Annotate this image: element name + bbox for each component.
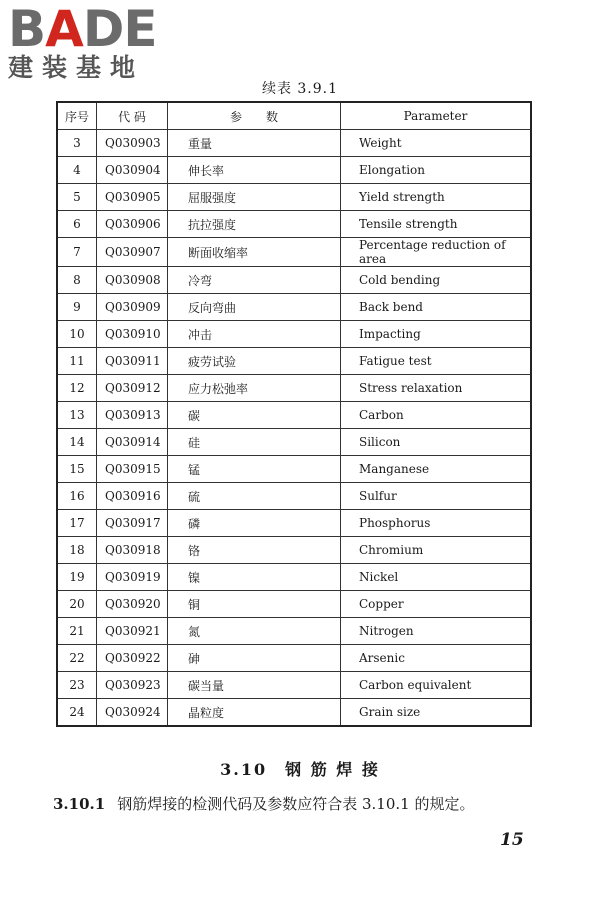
header-no: 序号 (57, 102, 97, 130)
table-row (57, 375, 531, 402)
cell-parameter-en: Chromium (341, 537, 532, 564)
cell-parameter-en: Manganese (341, 456, 532, 483)
cell-no: 4 (57, 157, 97, 184)
cell-parameter-en: Weight (341, 130, 532, 157)
table-row (57, 564, 531, 591)
cell-parameter-en: Back bend (341, 294, 532, 321)
logo (8, 0, 178, 82)
cell-parameter-en: Cold bending (341, 267, 532, 294)
cell-parameter-en: Nitrogen (341, 618, 532, 645)
table-title: 续表 3.9.1 (261, 81, 339, 97)
cell-parameter-cn: 碳当量 (168, 672, 341, 699)
cell-parameter-cn: 断面收缩率 (168, 238, 341, 267)
cell-code: Q030908 (97, 267, 168, 294)
cell-code: Q030903 (97, 130, 168, 157)
clause (53, 793, 474, 814)
cell-no: 10 (57, 321, 97, 348)
cell-no: 12 (57, 375, 97, 402)
cell-code: Q030907 (97, 238, 168, 267)
cell-code: Q030905 (97, 184, 168, 211)
table-row (57, 591, 531, 618)
cell-parameter-cn: 铬 (168, 537, 341, 564)
cell-parameter-en: Grain size (341, 699, 532, 727)
cell-code: Q030912 (97, 375, 168, 402)
parameter-table (56, 101, 532, 727)
cell-no: 14 (57, 429, 97, 456)
cell-parameter-cn: 重量 (168, 130, 341, 157)
table-row (57, 184, 531, 211)
logo-letter-b: B (8, 0, 46, 58)
cell-code: Q030918 (97, 537, 168, 564)
table-row (57, 699, 531, 727)
table-row (57, 294, 531, 321)
cell-parameter-en: Fatigue test (341, 348, 532, 375)
cell-code: Q030916 (97, 483, 168, 510)
header-parameter-en: Parameter (341, 102, 532, 130)
table-row (57, 672, 531, 699)
cell-code: Q030915 (97, 456, 168, 483)
cell-no: 13 (57, 402, 97, 429)
cell-no: 19 (57, 564, 97, 591)
cell-no: 20 (57, 591, 97, 618)
cell-code: Q030914 (97, 429, 168, 456)
cell-code: Q030920 (97, 591, 168, 618)
section-title: 3.10 钢 筋 焊 接 (220, 760, 380, 779)
logo-wordmark (8, 0, 178, 58)
table-row (57, 157, 531, 184)
cell-no: 15 (57, 456, 97, 483)
cell-parameter-cn: 硫 (168, 483, 341, 510)
cell-parameter-en: Silicon (341, 429, 532, 456)
cell-code: Q030924 (97, 699, 168, 727)
table-row (57, 211, 531, 238)
cell-no: 7 (57, 238, 97, 267)
table-row (57, 402, 531, 429)
cell-parameter-cn: 屈服强度 (168, 184, 341, 211)
cell-parameter-cn: 反向弯曲 (168, 294, 341, 321)
cell-parameter-cn: 冲击 (168, 321, 341, 348)
logo-letters-de: DE (82, 0, 157, 58)
cell-code: Q030906 (97, 211, 168, 238)
cell-code: Q030921 (97, 618, 168, 645)
cell-parameter-cn: 铜 (168, 591, 341, 618)
cell-no: 16 (57, 483, 97, 510)
cell-parameter-en: Phosphorus (341, 510, 532, 537)
table-row (57, 321, 531, 348)
logo-subtitle: 建装基地 (8, 53, 145, 82)
header-code: 代 码 (97, 102, 168, 130)
cell-parameter-cn: 冷弯 (168, 267, 341, 294)
cell-parameter-en: Yield strength (341, 184, 532, 211)
cell-no: 3 (57, 130, 97, 157)
cell-no: 9 (57, 294, 97, 321)
cell-code: Q030911 (97, 348, 168, 375)
table-row (57, 267, 531, 294)
table-row (57, 238, 531, 267)
header-parameter-cn: 参 数 (168, 102, 341, 130)
page-number: 15 (500, 830, 524, 850)
cell-parameter-cn: 氮 (168, 618, 341, 645)
cell-parameter-en: Stress relaxation (341, 375, 532, 402)
table-row (57, 429, 531, 456)
table-header-row (57, 102, 531, 130)
cell-parameter-cn: 硅 (168, 429, 341, 456)
cell-parameter-cn: 磷 (168, 510, 341, 537)
table-row (57, 510, 531, 537)
cell-parameter-cn: 锰 (168, 456, 341, 483)
cell-no: 8 (57, 267, 97, 294)
cell-no: 23 (57, 672, 97, 699)
table-row (57, 456, 531, 483)
clause-text: 钢筋焊接的检测代码及参数应符合表 3.10.1 的规定。 (117, 795, 475, 813)
cell-parameter-cn: 晶粒度 (168, 699, 341, 727)
table-row (57, 130, 531, 157)
cell-no: 18 (57, 537, 97, 564)
cell-code: Q030909 (97, 294, 168, 321)
cell-parameter-cn: 应力松弛率 (168, 375, 341, 402)
table-row (57, 348, 531, 375)
table-body (57, 130, 531, 727)
table-row (57, 537, 531, 564)
cell-parameter-cn: 伸长率 (168, 157, 341, 184)
cell-parameter-en: Elongation (341, 157, 532, 184)
logo-letter-a: A (45, 0, 83, 58)
cell-no: 6 (57, 211, 97, 238)
clause-number: 3.10.1 (53, 795, 106, 813)
cell-parameter-en: Percentage reduction of area (341, 238, 532, 267)
table-row (57, 618, 531, 645)
cell-parameter-en: Carbon equivalent (341, 672, 532, 699)
cell-no: 24 (57, 699, 97, 727)
cell-parameter-cn: 碳 (168, 402, 341, 429)
cell-parameter-en: Tensile strength (341, 211, 532, 238)
cell-parameter-cn: 砷 (168, 645, 341, 672)
cell-code: Q030910 (97, 321, 168, 348)
cell-code: Q030904 (97, 157, 168, 184)
cell-no: 21 (57, 618, 97, 645)
cell-parameter-en: Copper (341, 591, 532, 618)
cell-code: Q030923 (97, 672, 168, 699)
table-row (57, 483, 531, 510)
cell-code: Q030913 (97, 402, 168, 429)
cell-parameter-en: Impacting (341, 321, 532, 348)
cell-parameter-en: Nickel (341, 564, 532, 591)
cell-parameter-cn: 镍 (168, 564, 341, 591)
cell-no: 11 (57, 348, 97, 375)
cell-code: Q030922 (97, 645, 168, 672)
cell-parameter-cn: 疲劳试验 (168, 348, 341, 375)
table-row (57, 645, 531, 672)
cell-no: 22 (57, 645, 97, 672)
cell-parameter-en: Carbon (341, 402, 532, 429)
cell-parameter-cn: 抗拉强度 (168, 211, 341, 238)
cell-parameter-en: Arsenic (341, 645, 532, 672)
cell-no: 17 (57, 510, 97, 537)
cell-code: Q030917 (97, 510, 168, 537)
cell-parameter-en: Sulfur (341, 483, 532, 510)
cell-no: 5 (57, 184, 97, 211)
cell-code: Q030919 (97, 564, 168, 591)
